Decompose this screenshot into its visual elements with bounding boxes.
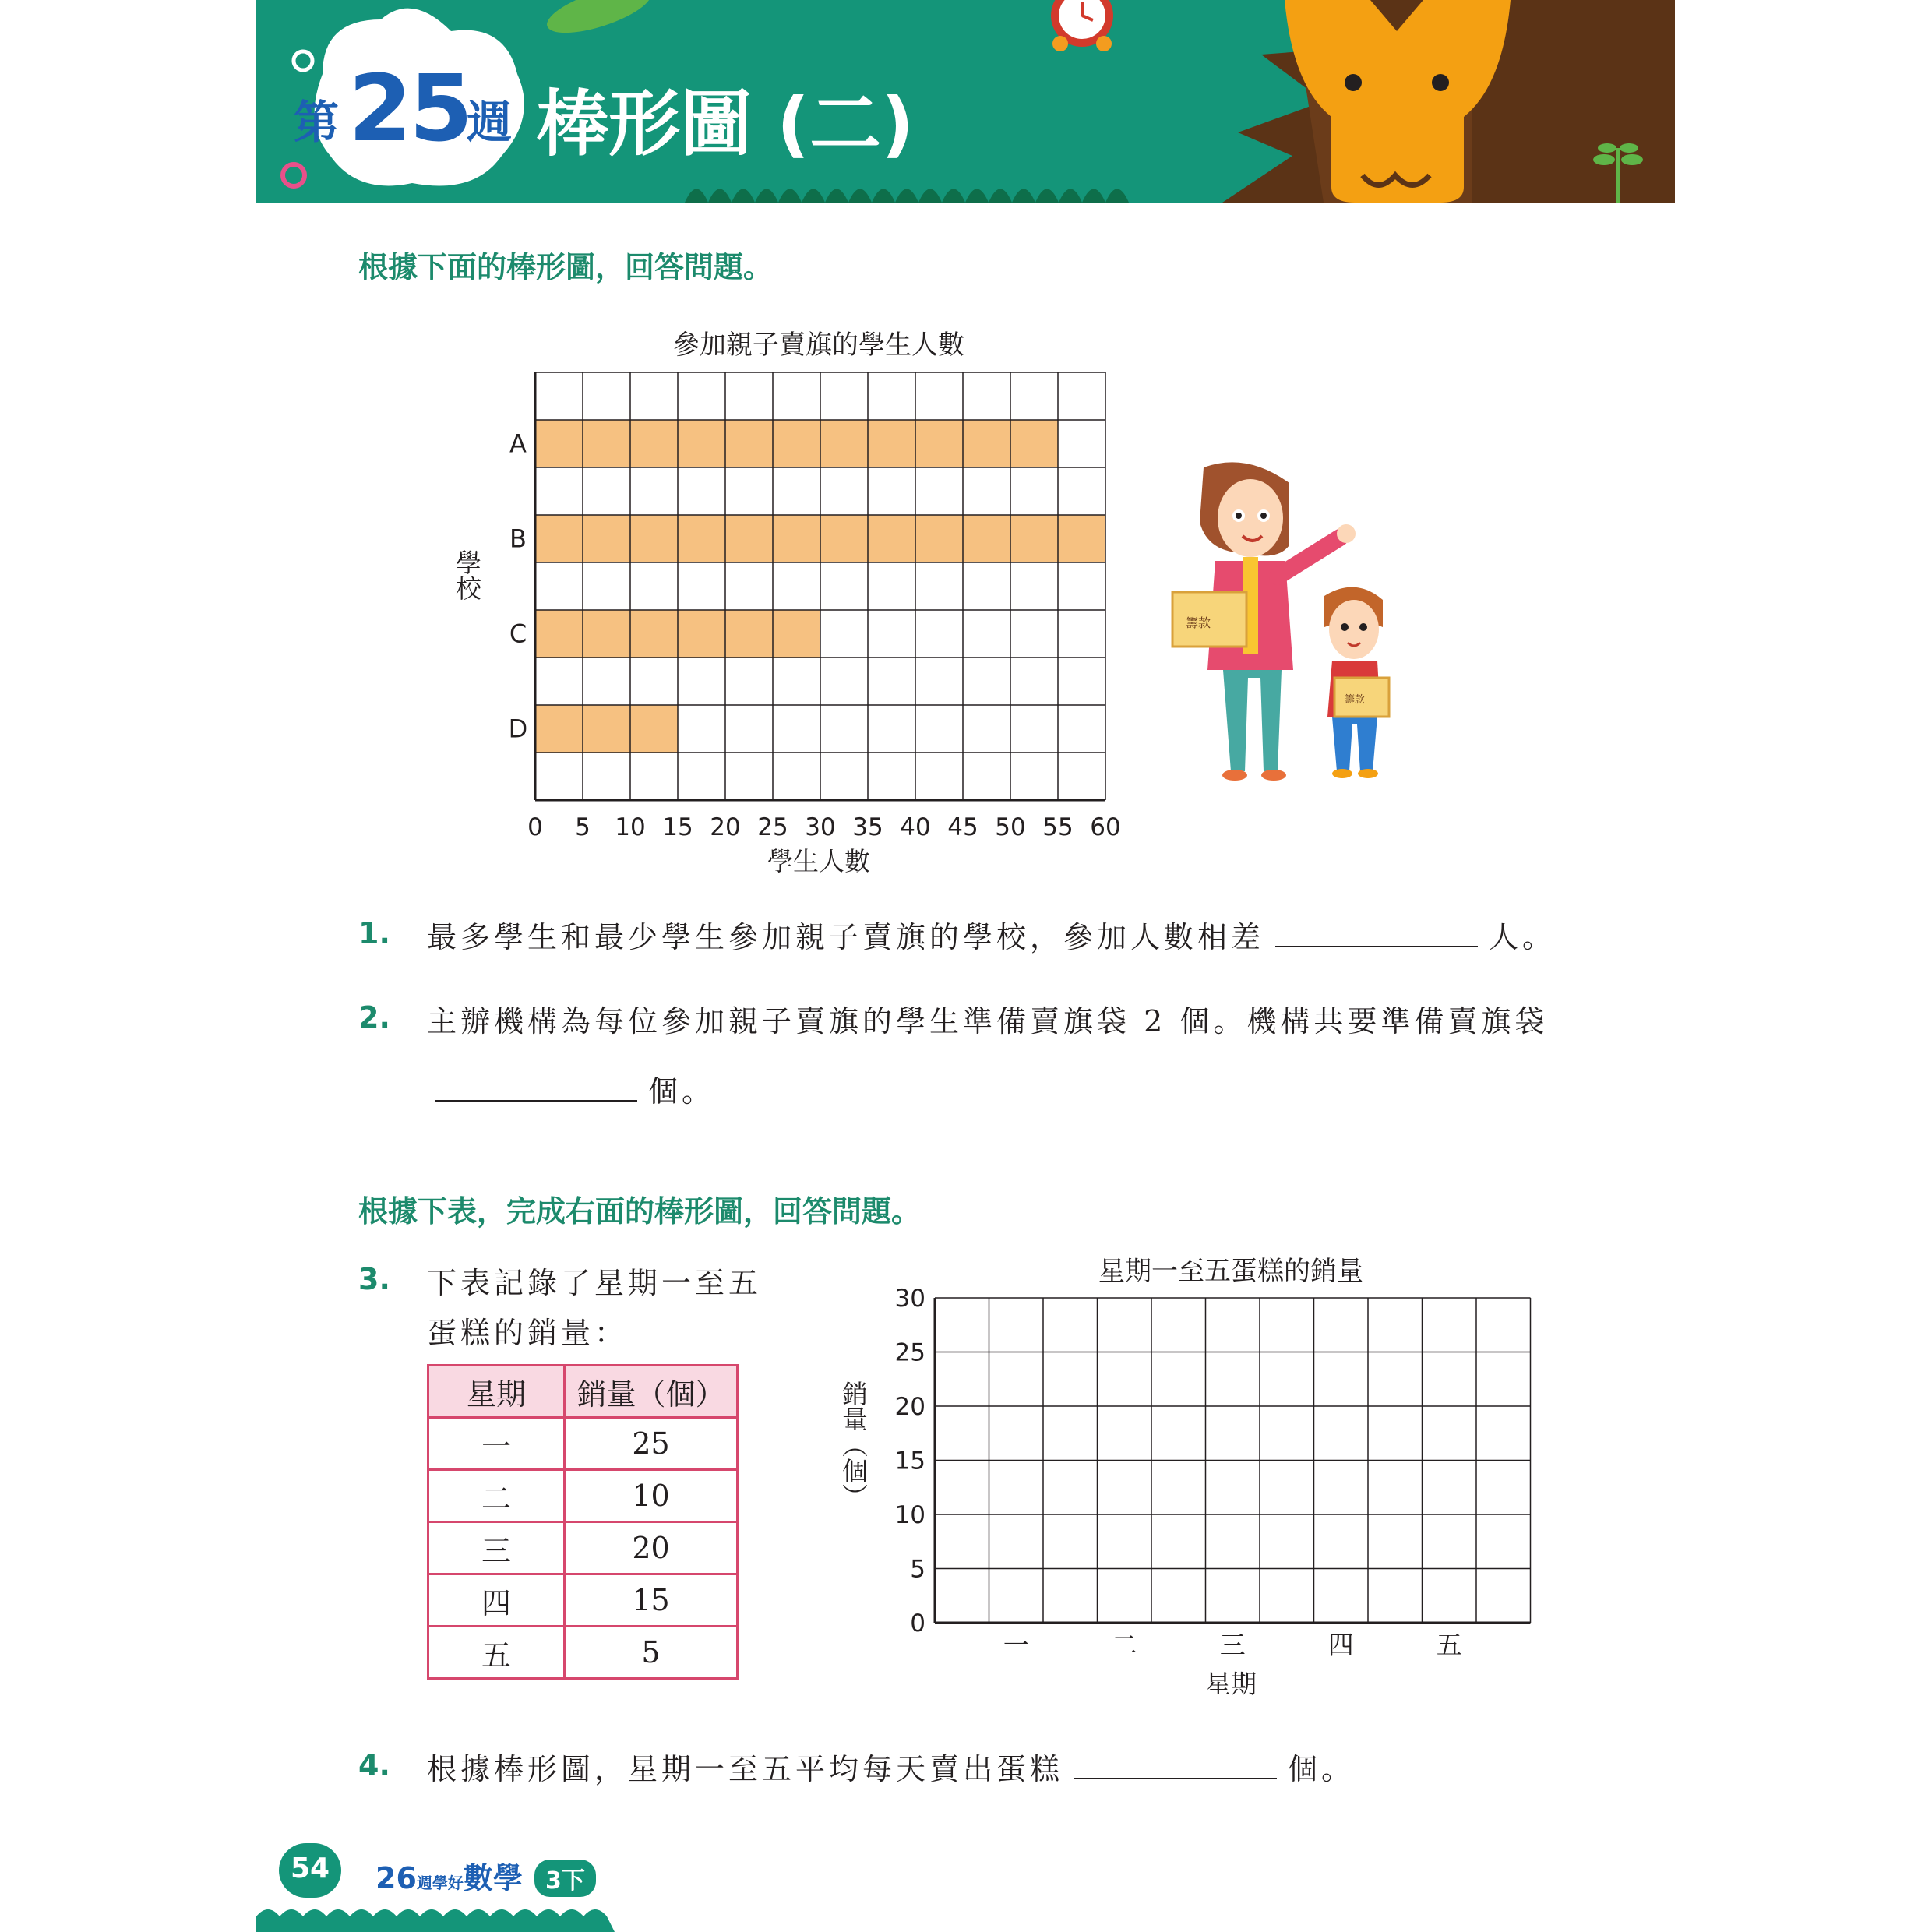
lion-icon	[1222, 0, 1675, 203]
q4-answer-blank[interactable]	[1074, 1777, 1277, 1779]
brand-big: 數學	[463, 1861, 523, 1895]
table-row	[428, 1627, 738, 1679]
grade-badge: 3下	[534, 1860, 596, 1897]
table-row	[428, 1418, 738, 1470]
table-cell-sales: 15	[565, 1574, 738, 1627]
chart2-empty-bar-grid[interactable]	[880, 1278, 1550, 1714]
category-label: 三	[1219, 1630, 1246, 1660]
x-tick-label: 20	[710, 813, 741, 841]
week-suffix: 週	[467, 96, 513, 149]
table-cell-sales: 10	[565, 1470, 738, 1522]
q3-line1: 下表記錄了星期一至五	[427, 1266, 763, 1300]
leaf-icon	[542, 0, 657, 43]
mother-box-label: 籌款	[1186, 615, 1211, 630]
x-tick-label: 55	[1042, 813, 1074, 841]
circle-decoration	[294, 51, 312, 70]
table-header-sales: 銷量（個）	[565, 1366, 738, 1418]
table-header-row	[428, 1366, 738, 1418]
grass-decoration	[685, 189, 1129, 203]
table-header-day: 星期	[428, 1366, 565, 1418]
q2-number: 2.	[358, 1000, 390, 1035]
category-label: B	[509, 524, 527, 554]
mother-child-illustration	[1161, 460, 1410, 787]
table-cell-day: 二	[428, 1470, 565, 1522]
chart1-x-axis-label: 學生人數	[767, 846, 870, 876]
bar-school-D	[535, 705, 678, 753]
x-tick-label: 30	[805, 813, 836, 841]
q1-prompt: 最多學生和最少學生參加親子賣旗的學校，參加人數相差	[427, 920, 1265, 954]
table-cell-day: 四	[428, 1574, 565, 1627]
q1-text	[427, 913, 1556, 956]
child-box-label: 籌款	[1345, 694, 1366, 706]
page-number: 54	[290, 1853, 330, 1884]
q4-number: 4.	[358, 1748, 390, 1782]
table-row	[428, 1522, 738, 1574]
page-header	[256, 0, 1675, 203]
section2-instruction: 根據下表，完成右面的棒形圖，回答問題。	[358, 1194, 922, 1229]
y-tick-label: 20	[894, 1393, 925, 1421]
q4-text	[427, 1745, 1355, 1788]
chart2-y-axis-label: 銷量（個）	[838, 1380, 869, 1509]
x-tick-label: 0	[527, 813, 543, 841]
x-tick-label: 5	[575, 813, 591, 841]
chart1-horizontal-bar	[436, 358, 1137, 888]
week-prefix: 第	[294, 96, 340, 149]
q1-number: 1.	[358, 916, 390, 950]
chart2-title: 星期一至五蛋糕的銷量	[1098, 1256, 1363, 1287]
table-cell-day: 一	[428, 1418, 565, 1470]
q4-unit: 個。	[1288, 1752, 1356, 1786]
clock-icon	[1051, 0, 1113, 51]
section1-instruction: 根據下面的棒形圖，回答問題。	[358, 250, 774, 284]
x-tick-label: 40	[900, 813, 931, 841]
category-label: 二	[1111, 1630, 1137, 1660]
bar-school-A	[535, 420, 1058, 467]
q1-unit: 人。	[1489, 920, 1557, 954]
q2-answer-line	[435, 1067, 715, 1110]
table-cell-day: 五	[428, 1627, 565, 1679]
q2-unit: 個。	[648, 1074, 716, 1109]
chart1-title: 參加親子賣旗的學生人數	[673, 330, 964, 361]
footer-brand	[375, 1854, 596, 1897]
q4-prompt: 根據棒形圖，星期一至五平均每天賣出蛋糕	[427, 1752, 1064, 1786]
x-tick-label: 45	[947, 813, 978, 841]
page-title: 棒形圖 (二)	[537, 83, 915, 166]
category-label: 五	[1436, 1630, 1462, 1660]
table-row	[428, 1574, 738, 1627]
q3-number: 3.	[358, 1262, 390, 1296]
x-tick-label: 15	[662, 813, 693, 841]
q1-answer-blank[interactable]	[1275, 945, 1478, 947]
sales-table	[427, 1364, 739, 1680]
week-number: 25	[348, 55, 471, 162]
x-tick-label: 60	[1090, 813, 1121, 841]
x-tick-label: 25	[757, 813, 788, 841]
x-tick-label: 35	[852, 813, 883, 841]
y-tick-label: 15	[894, 1447, 925, 1475]
chart1-y-axis-label: 學校	[452, 549, 482, 601]
y-tick-label: 25	[894, 1338, 925, 1367]
chart2-x-axis-label: 星期	[1205, 1669, 1257, 1699]
x-tick-label: 50	[995, 813, 1026, 841]
y-tick-label: 30	[894, 1285, 925, 1313]
q3-line2: 蛋糕的銷量：	[427, 1316, 629, 1350]
brand-number: 26	[375, 1861, 417, 1895]
table-cell-sales: 25	[565, 1418, 738, 1470]
brand-small: 週學好	[416, 1874, 464, 1892]
table-cell-day: 三	[428, 1522, 565, 1574]
y-tick-label: 5	[910, 1555, 925, 1584]
category-label: 四	[1327, 1630, 1354, 1660]
q2-answer-blank[interactable]	[435, 1099, 637, 1102]
table-cell-sales: 20	[565, 1522, 738, 1574]
category-label: A	[509, 428, 527, 459]
category-label: 一	[1003, 1630, 1029, 1660]
category-label: D	[508, 714, 528, 744]
y-tick-label: 10	[894, 1501, 925, 1529]
table-row	[428, 1470, 738, 1522]
category-label: C	[509, 619, 527, 649]
y-tick-label: 0	[910, 1609, 925, 1638]
table-cell-sales: 5	[565, 1627, 738, 1679]
x-tick-label: 10	[615, 813, 646, 841]
q2-prompt: 主辦機構為每位參加親子賣旗的學生準備賣旗袋 2 個。機構共要準備賣旗袋	[427, 1004, 1549, 1038]
pink-circle-decoration	[283, 164, 305, 186]
